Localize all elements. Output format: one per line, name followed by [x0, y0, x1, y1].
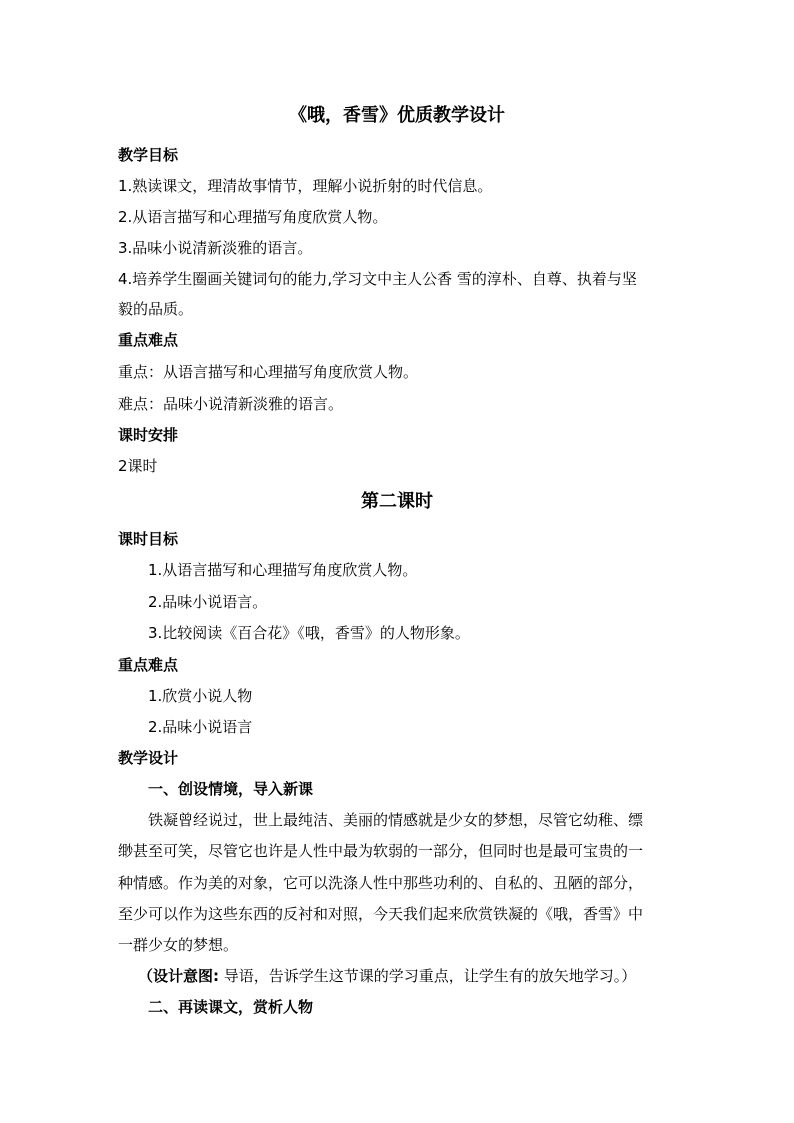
document-title: 《哦，香雪》优质教学设计: [289, 105, 505, 126]
objective-item: 1.熟读课文，理清故事情节，理解小说折射的时代信息。: [118, 177, 493, 195]
difficulty-item: 难点：品味小说清新淡雅的语言。: [118, 395, 344, 413]
key-point-item: 重点：从语言描写和心理描写角度欣赏人物。: [118, 363, 419, 381]
lesson-objective-item: 3.比较阅读《百合花》《哦，香雪》的人物形象。: [148, 624, 470, 642]
schedule-value: 2课时: [118, 457, 158, 475]
design-note-label: （设计意图:: [138, 967, 219, 985]
paragraph-line: 至少可以作为这些东西的反衬和对照，今天我们起来欣赏铁凝的《哦，香雪》中: [118, 905, 644, 923]
objective-item: 4.培养学生圈画关键词句的能力,学习文中主人公香 雪的淳朴、自尊、执着与坚: [118, 270, 637, 288]
paragraph-line: 铁凝曾经说过，世上最纯洁、美丽的情感就是少女的梦想，尽管它幼稚、缥: [148, 811, 644, 829]
design-note-text: 导语，告诉学生这节课的学习重点，让学生有的放矢地学习。）: [219, 967, 637, 985]
section-heading-lesson-objectives: 课时目标: [118, 530, 179, 548]
objective-item-continued: 毅的品质。: [118, 300, 194, 318]
objective-item: 3.品味小说清新淡雅的语言。: [118, 239, 313, 257]
lesson-key-point-item: 1.欣赏小说人物: [148, 687, 253, 705]
section-heading-lesson-key-points: 重点难点: [118, 656, 179, 674]
section-heading-key-points: 重点难点: [118, 331, 179, 349]
paragraph-line: 一群少女的梦想。: [118, 936, 239, 954]
section-heading-objectives: 教学目标: [118, 146, 179, 164]
section-heading-schedule: 课时安排: [118, 426, 179, 444]
paragraph-line: 种情感。作为美的对象，它可以洗涤人性中那些功利的、自私的、丑陋的部分，: [118, 874, 644, 892]
lesson-key-point-item: 2.品味小说语言: [148, 718, 253, 736]
part-heading: 二、再读课文，赏析人物: [148, 998, 314, 1016]
lesson-title: 第二课时: [361, 491, 433, 512]
objective-item: 2.从语言描写和心理描写角度欣赏人物。: [118, 208, 388, 226]
part-heading: 一、创设情境，导入新课: [148, 780, 314, 798]
section-heading-teaching-design: 教学设计: [118, 749, 179, 767]
paragraph-line: 缈甚至可笑，尽管它也许是人性中最为软弱的一部分，但同时也是最可宝贵的一: [118, 842, 644, 860]
design-note: [138, 966, 636, 986]
lesson-objective-item: 2.品味小说语言。: [148, 593, 268, 611]
lesson-objective-item: 1.从语言描写和心理描写角度欣赏人物。: [148, 561, 418, 579]
